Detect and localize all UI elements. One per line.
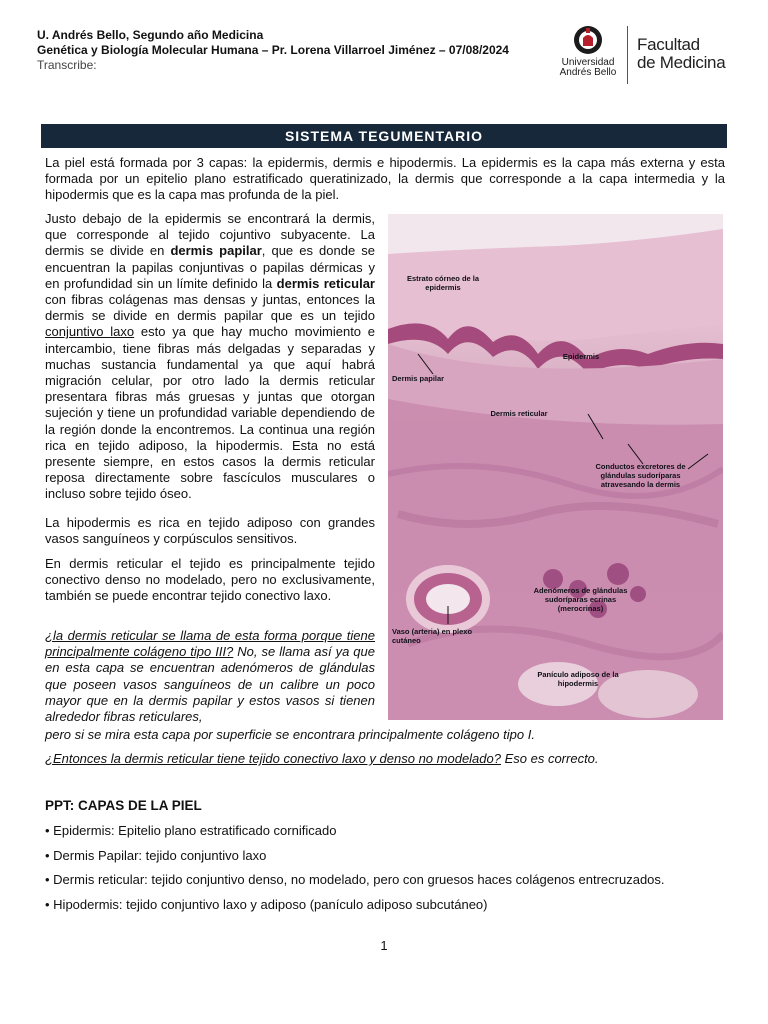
answer-text: Eso es correcto. [500, 751, 599, 766]
logo-divider [627, 26, 628, 84]
bold-term: dermis papilar [170, 243, 262, 259]
underlined-term: conjuntivo laxo [45, 324, 135, 340]
unab-logo [552, 24, 624, 86]
label-epidermis: Epidermis [562, 352, 600, 361]
label-paniculo: Panículo adiposo de la hipodermis [537, 670, 619, 688]
unab-emblem-icon [573, 24, 603, 58]
unab-name-line-1: Universidad [561, 57, 615, 68]
text-run: , que es donde se encuentran la papilas conjuntivas o papilas dérmicas y en profundidad sin un límite definido la [45, 243, 375, 291]
text-run: esto ya que hay mucho movimiento e intercambio, tiene fibras más delgadas y separadas y muchas sustancia fundamental ya que aquí habrá migración celular, por otro lado la dermis reticular presentara fibras más gruesas y juntas que otorgan sujeción y tiene un profundidad variable dependiendo de la región donde la encontremos. La continua una región rica en tejido adiposo, la hipodermis. Esta no está presente siempre, en estos casos la dermis reticular reposa directamente sobre fascículos musculares o incluso sobre tejido óseo. [45, 324, 376, 502]
label-dermis-papilar: Dermis papilar [392, 374, 445, 383]
unab-name-line-2: Andrés Bello [559, 67, 617, 78]
reticular-paragraph: En dermis reticular el tejido es principalmente tejido conectivo denso no modelado, pero no exclusivamente, también se puede encontrar tejido conectivo laxo. [45, 556, 375, 604]
list-item: • Hipodermis: tejido conjuntivo laxo y adiposo (panículo adiposo subcutáneo) [45, 896, 488, 912]
intro-paragraph: La piel está formada por 3 capas: la epidermis, dermis e hipodermis. La epidermis es la capa más externa y esta formada por un epitelio plano estratificado queratinizado, la dermis que corresponde a la capa intermedia y la hipodermis que es la capa mas profunda de la piel. [45, 155, 725, 203]
list-item: • Dermis reticular: tejido conjuntivo denso, no modelado, pero con gruesos haces colágenos entrecruzados. [45, 872, 665, 887]
list-item: • Epidermis: Epitelio plano estratificado cornificado [45, 823, 337, 838]
text-run: con fibras colágenas mas densas y juntas, entonces la dermis se divide en dermis papilar que es un tejido [45, 292, 375, 324]
header-line-2: Genética y Biología Molecular Humana – Pr. Lorena Villarroel Jiménez – 07/08/2024 [37, 43, 509, 57]
faculty-line-2: de Medicina [637, 53, 726, 72]
bold-term: dermis reticular [276, 275, 375, 291]
question-paragraph [45, 628, 375, 725]
dermis-paragraph [45, 211, 375, 503]
faculty-line-1: Facultad [637, 35, 700, 54]
ppt-heading: PPT: CAPAS DE LA PIEL [45, 798, 202, 813]
question-text: ¿Entonces la dermis reticular tiene tejido conectivo laxo y denso no modelado? [45, 751, 501, 766]
answer-text: No, se llama así ya que en esta capa se encuentran adenómeros de glándulas que poseen vasos sanguíneos de un calibre un poco mayor que en la dermis papilar y estos vasos si tienen alrededor fibras reticulares, [45, 644, 375, 725]
header-line-3: Transcribe: [37, 58, 97, 72]
list-item: • Dermis Papilar: tejido conjuntivo laxo [45, 847, 267, 863]
document-header [37, 28, 537, 73]
hipodermis-paragraph: La hipodermis es rica en tejido adiposo con grandes vasos sanguíneos y corpúsculos sensitivos. [45, 515, 375, 547]
skin-layers-list [45, 823, 735, 921]
label-conductos: Conductos excretores de glándulas sudoríparas atravesando la dermis [595, 462, 686, 489]
faculty-logo [637, 36, 725, 72]
label-vaso: Vaso (arteria) en plexo cutáneo [392, 627, 473, 645]
label-dermis-reticular: Dermis reticular [490, 409, 548, 418]
question-text: ¿la dermis reticular se llama de esta forma porque tiene principalmente colágeno tipo III? [45, 628, 375, 660]
label-adenomeros: Adenómeros de glándulas sudoríparas ecrinas (merocrinas) [533, 586, 628, 613]
text-run: Justo debajo de la epidermis se encontrará la dermis, que corresponde al tejido cojuntivo subyacente. La dermis se divide en [45, 211, 375, 259]
label-estrato-corneo: Estrato córneo de la epidermis [406, 274, 480, 292]
question-paragraph-2 [45, 751, 725, 767]
page-number: 1 [380, 938, 388, 953]
skin-histology-figure [388, 214, 723, 720]
header-line-1: U. Andrés Bello, Segundo año Medicina [37, 28, 264, 42]
continuation-paragraph: pero si se mira esta capa por superficie se encontrara principalmente colágeno tipo I. [45, 727, 535, 742]
section-title: SISTEMA TEGUMENTARIO [41, 124, 727, 148]
